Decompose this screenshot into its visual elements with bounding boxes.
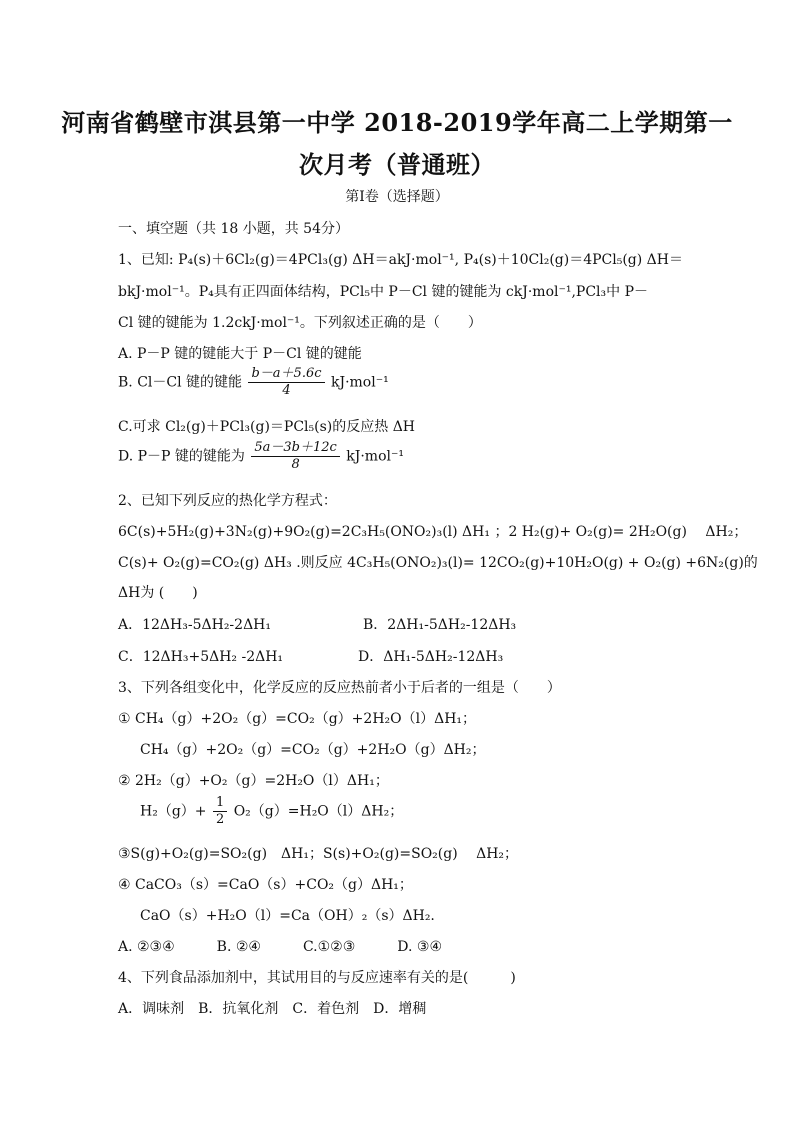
- q2-option-d: D．ΔH₁-5ΔH₂-12ΔH₃: [358, 649, 504, 665]
- q3-half-denominator: 2: [215, 812, 225, 827]
- q3-stem: 3、下列各组变化中，化学反应的反应热前者小于后者的一组是（ ）: [118, 680, 561, 696]
- q3-group-2-line-1: ② 2H₂（g）+O₂（g）=2H₂O（l）ΔH₁；: [118, 773, 389, 789]
- q3-group-1-line-2: CH₄（g）+2O₂（g）=CO₂（g）+2H₂O（g）ΔH₂；: [140, 742, 486, 758]
- document-title-line-1: 河南省鹤壁市淇县第一中学 2018-2019学年高二上学期第一: [61, 108, 733, 137]
- q3-group-4-line-1: ④ CaCO₃（s）=CaO（s）+CO₂（g）ΔH₁；: [118, 877, 413, 893]
- q3-group-1-line-1: ① CH₄（g）+2O₂（g）=CO₂（g）+2H₂O（l）ΔH₁；: [118, 711, 477, 727]
- q3-group-2-line-2-rest: O₂（g）=H₂O（l）ΔH₂；: [233, 803, 404, 820]
- q1-option-d-numerator: 5a－3b＋12c: [251, 440, 339, 457]
- q2-option-b: B．2ΔH₁-5ΔH₂-12ΔH₃: [363, 617, 517, 633]
- q1-option-b-unit: kJ·mol⁻¹: [330, 374, 389, 391]
- q3-half-fraction: [213, 795, 227, 828]
- q1-stem-line-2: bkJ·mol⁻¹。P₄具有正四面体结构，PCl₅中 P－Cl 键的键能为 ckJ·mol⁻¹,PCl₃中 P－: [118, 284, 649, 300]
- document-title-line-2: 次月考（普通班）: [299, 150, 495, 179]
- q3-options: A. ②③④ B. ②④ C.①②③ D. ③④: [118, 939, 442, 955]
- q1-option-d: [118, 440, 404, 473]
- q2-option-a: A．12ΔH₃-5ΔH₂-2ΔH₁: [118, 617, 271, 633]
- q1-option-a: A. P－P 键的键能大于 P－Cl 键的键能: [118, 346, 362, 362]
- q3-group-4-line-2: CaO（s）+H₂O（l）=Ca（OH）₂（s）ΔH₂.: [140, 908, 435, 924]
- q4-stem: 4、下列食品添加剂中，其试用目的与反应速率有关的是( ): [118, 970, 516, 986]
- q3-group-2-line-2-text: H₂（g）+: [140, 803, 207, 820]
- q2-option-c: C．12ΔH₃+5ΔH₂ -2ΔH₁: [118, 649, 284, 665]
- q1-option-b: [118, 366, 389, 399]
- q1-option-c: C.可求 Cl₂(g)＋PCl₃(g)＝PCl₅(s)的反应热 ΔH: [118, 419, 416, 435]
- q1-option-b-denominator: 4: [282, 383, 291, 398]
- q3-half-numerator: 1: [213, 795, 227, 812]
- q1-option-d-text: D. P－P 键的键能为: [118, 448, 245, 465]
- q1-option-b-text: B. Cl－Cl 键的键能: [118, 374, 243, 391]
- q3-group-2-line-2: [140, 795, 403, 828]
- q1-stem-line-1: 1、已知: P₄(s)＋6Cl₂(g)＝4PCl₃(g) ΔH＝akJ·mol⁻¹, P₄(s)＋10Cl₂(g)＝4PCl₅(g) ΔH＝: [118, 252, 683, 268]
- q2-stem-line-1: 2、已知下列反应的热化学方程式：: [118, 493, 337, 509]
- q2-stem-line-2: 6C(s)+5H₂(g)+3N₂(g)+9O₂(g)=2C₃H₅(ONO₂)₃(l) ΔH₁ ；2 H₂(g)+ O₂(g)= 2H₂O(g) ΔH₂；: [118, 524, 748, 540]
- q4-options: A．调味剂 B．抗氧化剂 C．着色剂 D．增稠: [118, 1001, 427, 1017]
- q1-option-b-fraction: [248, 366, 324, 399]
- q1-option-d-fraction: [251, 440, 339, 473]
- q2-stem-line-4: ΔH为 ( ): [118, 585, 198, 601]
- q2-stem-line-3: C(s)+ O₂(g)=CO₂(g) ΔH₃ .则反应 4C₃H₅(ONO₂)₃(l)= 12CO₂(g)+10H₂O(g) + O₂(g) +6N₂(g)的: [118, 555, 758, 571]
- volume-heading: 第Ⅰ卷（选择题）: [345, 189, 449, 205]
- section-heading: 一、填空题（共 18 小题，共 54分）: [118, 221, 349, 237]
- q1-stem-line-3: Cl 键的键能为 1.2ckJ·mol⁻¹。下列叙述正确的是（ ）: [118, 315, 482, 331]
- q3-group-3: ③S(g)+O₂(g)=SO₂(g) ΔH₁；S(s)+O₂(g)=SO₂(g) ΔH₂；: [118, 846, 519, 862]
- q1-option-d-denominator: 8: [291, 457, 300, 472]
- q1-option-b-numerator: b－a＋5.6c: [248, 366, 324, 383]
- q1-option-d-unit: kJ·mol⁻¹: [346, 448, 404, 465]
